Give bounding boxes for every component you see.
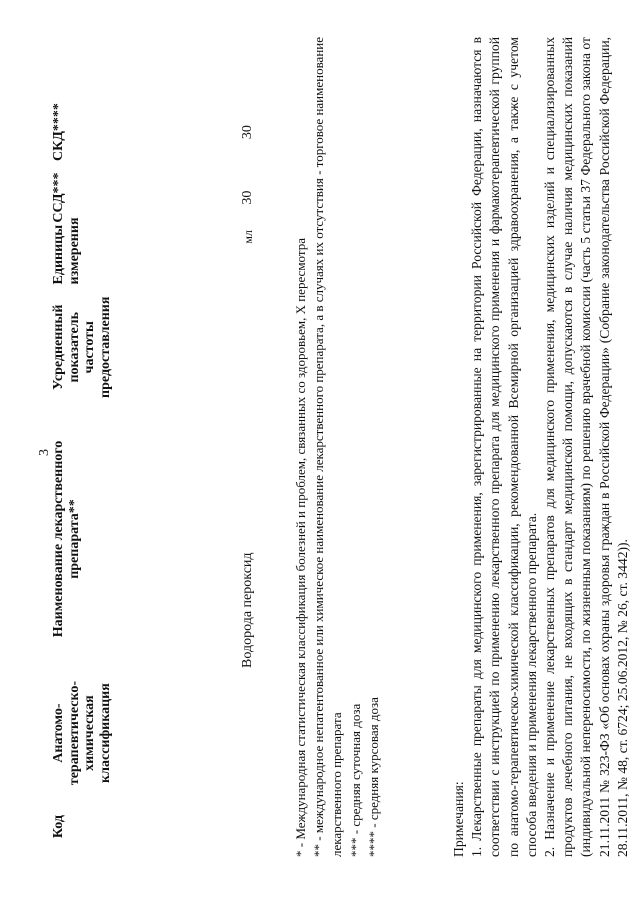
table-row [211, 97, 255, 857]
cell-drug-name: Водорода пероксид [239, 552, 255, 668]
footnote-daily-dose: *** - средняя суточная доза [347, 703, 363, 857]
footnotes [292, 37, 383, 857]
notes-section [450, 37, 632, 857]
header-skd: СКД**** [51, 103, 66, 162]
table-header-row [51, 97, 211, 857]
header-atc: Анатомо-терапевтическо-химическая классификация [51, 680, 114, 786]
page-number: 3 [37, 449, 52, 456]
cell-avg-freq [211, 286, 255, 408]
cell-ssd: 30 [239, 190, 255, 205]
footnote-icd: * - Международная статистическая классификация болезней и проблем, связанных со здоровьем, X пересмотра [293, 238, 308, 857]
footnote-course-dose: **** - средняя курсовая доза [365, 697, 381, 857]
note-item: 1. Лекарственные препараты для медицинского применения, зарегистрированные на территории Российской Федерации, назначаются в соответствии с инструкцией по применению лекарственного препарата для медицинского применения и фармакотерапевтической группой по анатомо-терапевтическо-химической классификации, рекомендованной Всемирной организацией здравоохранения, а также с учетом способа введения и применения лекарственного препарата. [469, 37, 539, 857]
header-ssd: ССД*** [51, 172, 66, 223]
cell-atc [211, 670, 255, 796]
header-avg-freq: Усредненный показатель частоты предоставления [51, 296, 114, 398]
notes-title: Примечания: [451, 781, 466, 857]
header-unit: Единицы измерения [51, 217, 82, 285]
note-item: 2. Назначение и применение лекарственных препаратов для медицинского применения, медицинских изделий и специализированных продуктов лечебного питания, не входящих в стандарт медицинской помощи, допускаются в случае наличия медицинских показаний (индивидуальной непереносимости, по жизненным показаниям) по решению врачебной комиссии (часть 5 статьи 37 Федерального закона от 21.11.2011 № 323-ФЗ «Об основах охраны здоровья граждан в Российской Федерации» (Собрание законодательства Российской Федерации, 28.11.2011, № 48, ст. 6724; 25.06.2012, № 26, ст. 3442)). [542, 37, 630, 857]
cell-unit: мл [240, 229, 255, 244]
footnote-inn: ** - международное непатентованное или химическое наименование лекарственного препарата, а в случаях их отсутствия - торговое наименование лекарственного препарата [311, 36, 345, 857]
header-code: Код [51, 815, 66, 839]
header-drug-name: Наименование лекарственного препарата** [51, 440, 82, 638]
drug-table [51, 97, 255, 857]
cell-code [211, 796, 255, 857]
cell-skd: 30 [239, 125, 255, 140]
